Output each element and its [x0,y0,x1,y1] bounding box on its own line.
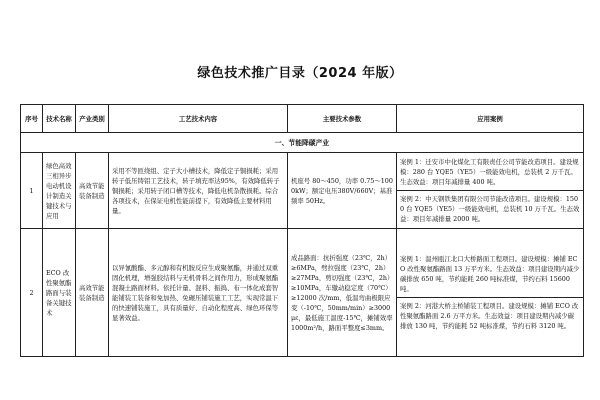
table-row [21,153,584,229]
cell-cases [397,153,584,229]
header-category: 产业类别 [76,105,109,133]
header-no: 序号 [21,105,43,133]
document-title: 绿色技术推广目录（2024 年版） [197,66,403,81]
technology-catalog-table [20,104,584,357]
cell-cases [397,229,584,357]
cell-name: 绿色高效三相异步电动机设计制造关键技术与应用 [43,153,76,229]
section-row [21,133,584,153]
header-cases: 应用案例 [397,105,584,133]
cell-category: 高效节能装备制造 [76,153,109,229]
cell-no: 1 [21,153,43,229]
case-item: 案例 2：中天钢铁集团有限公司节能改造项目。建设规模：1500 台 YQE5（YE5）一级能效电机，总装机 10 万千瓦。生态效益：项目年减排量 2000 吨。 [400,195,580,223]
header-params: 主要技术参数 [288,105,397,133]
table-header-row [21,105,584,133]
header-name: 技术名称 [43,105,76,133]
cell-params: 机座号 80～450，功率 0.75～1000kW；额定电压380V/660V；基准频率 50Hz。 [288,153,397,229]
case-divider [397,190,583,191]
cell-no: 2 [21,229,43,357]
section-title: 一、节能降碳产业 [21,133,584,153]
header-process: 工艺技术内容 [109,105,288,133]
case-divider [397,297,583,298]
cell-params: 成品路面：抗折强度（23℃，2h）≥6MPa，劈拉强度（23℃，2h）≥27MPa，剪切强度（23℃，2h）≥10MPa，车辙动稳定度（70℃）≥12000 次/mm，低温弯曲极限应变（-10℃，50mm/min）≥3000με，最低施工温度-15℃，摊铺效率 1000m²/h，路面平整度≤3mm。 [288,229,397,357]
case-item: 案例 1：温州瓯江北口大桥路面工程项目。建设规模：摊铺 ECO 改性聚氨酯路面 13 万平方米。生态效益：项目建设期内减少碳排放 650 吨，节约能耗 260 吨标准煤，节约石料 15600 吨。 [400,255,580,293]
cell-process: 采用不等匝绕组、定子大小槽技术，降低定子铜损耗；采用转子低压铸铝工艺技术，转子填充率达95%，有效降低转子铜损耗；采用转子闭口槽等技术，降低电机杂散损耗。综合各项技术，在保证电机性能前提下，有效降低主要材料用量。 [109,153,288,229]
case-item: 案例 1：迁安市中化煤化工有限责任公司节能改造项目。建设规模：280 台 YQE5（YE5）一级能效电机，总装机 2 万千瓦。生态效益：项目年减排量 400 吨。 [400,158,579,186]
case-item: 案例 2：河港大桥主桥铺装工程项目。建设规模：摊铺 ECO 改性聚氨酯路面 2.6 万平方米。生态效益：项目建设期内减少碳排放 130 吨，节约能耗 52 吨标准煤，节约石料 3120 吨。 [400,302,579,330]
cell-category: 高效节能装备制造 [76,229,109,357]
table-row [21,229,584,357]
cell-name: ECO 改性聚氨酯路面与装备关键技术 [43,229,76,357]
cell-process: 以异氰酸酯、多元醇和有机胺反应生成聚氨酯，并通过双重固化机理，增强胶结料与无机骨料之间作用力，形成聚氨酯混凝土路面材料。依托计量、混料、振捣、布一体化成套智能铺装工装备和免加热、免碾压铺装施工工艺，实现常温下的快速铺装施工，具有质量好、自动化程度高、绿色环保等显著效益。 [109,229,288,357]
